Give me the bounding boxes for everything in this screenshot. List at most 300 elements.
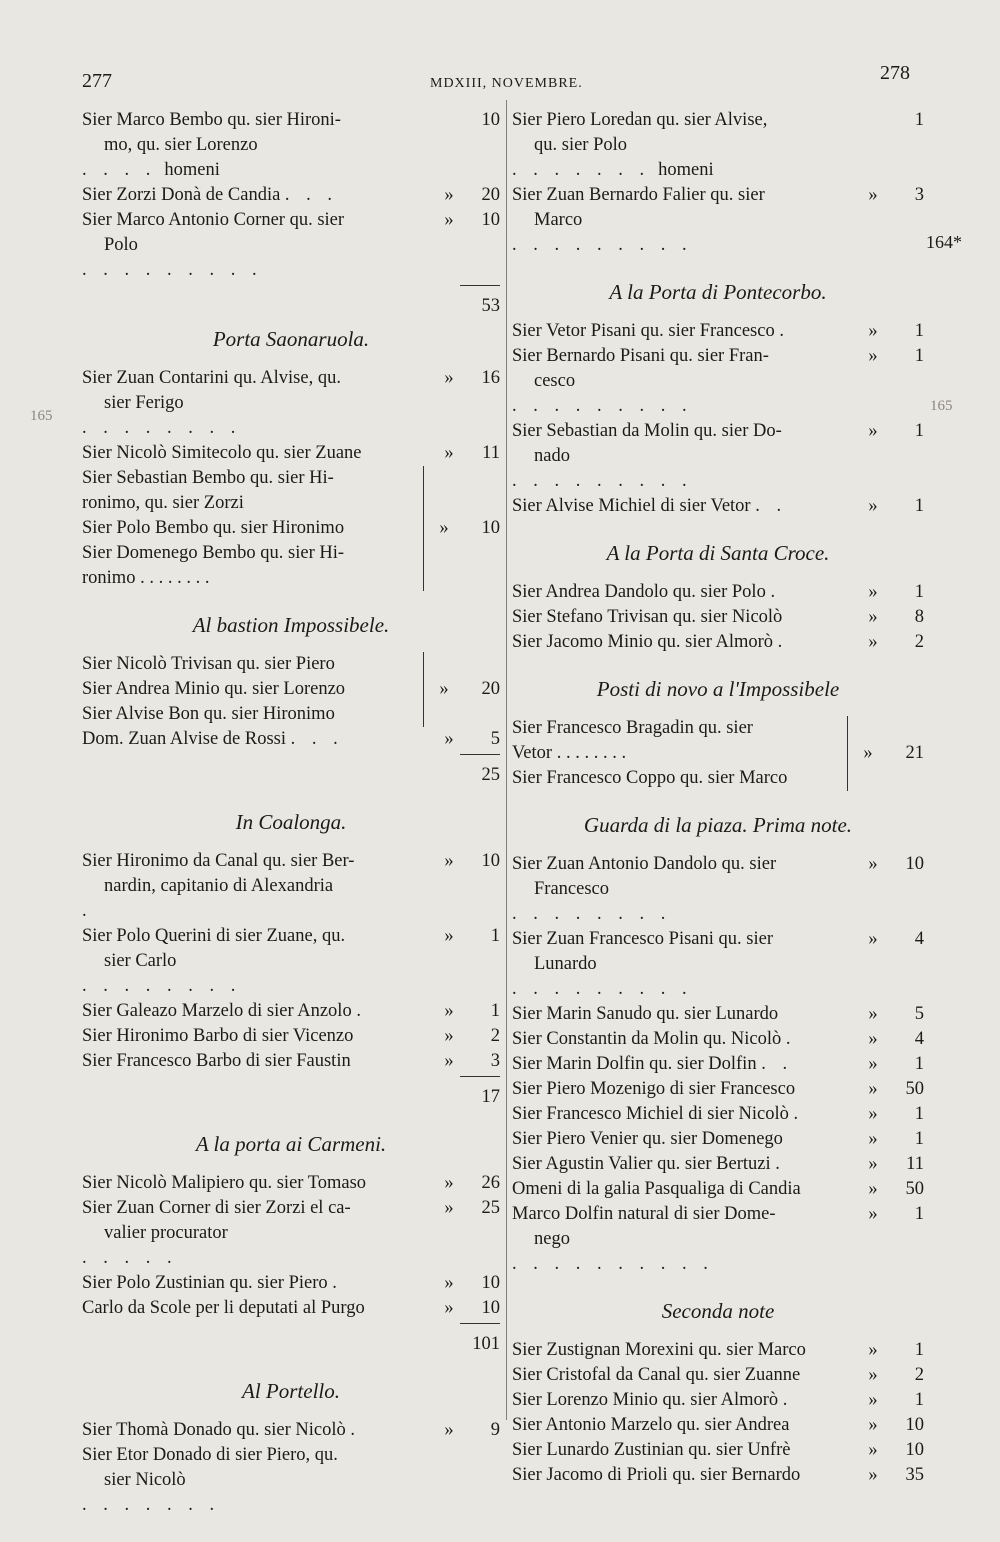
entry-line: Sier Jacomo Minio qu. sier Almorò	[512, 632, 774, 652]
entry-text	[512, 319, 858, 344]
entry-text	[82, 1049, 434, 1074]
running-head: MDXIII, NOVEMBRE.	[430, 76, 583, 91]
entry-line: qu. sier Polo	[534, 135, 628, 155]
entry-text	[512, 183, 858, 258]
entry-row	[512, 630, 924, 655]
group-line: Sier Andrea Minio qu. sier Lorenzo	[82, 679, 346, 699]
leader-dots: .	[777, 632, 789, 652]
section-title: A la Porta di Santa Croce.	[606, 541, 830, 565]
count-value: 10	[481, 110, 500, 130]
leader-dots: . . .	[290, 729, 344, 749]
count-value: 16	[481, 368, 500, 388]
ditto-mark: »	[444, 926, 454, 946]
entry-line: Omeni di la galia Pasqualiga di Candia	[512, 1179, 801, 1199]
ditto-mark: »	[868, 1204, 878, 1224]
count-value: 2	[914, 632, 924, 652]
spacer	[82, 1357, 500, 1371]
ditto-mark: »	[444, 1198, 454, 1218]
entry-row	[512, 1363, 924, 1388]
count-value: 50	[905, 1079, 924, 1099]
entry-row	[82, 999, 500, 1024]
count-value: 1	[914, 496, 924, 516]
leader-dots: . .	[761, 1054, 794, 1074]
brace-group	[82, 652, 500, 727]
entry-line: Sier Polo Zustinian qu. sier Piero	[82, 1273, 328, 1293]
leader-dots: . . . . . . . .	[512, 904, 672, 924]
entry-text	[82, 1171, 434, 1196]
entry-line: Sier Hironimo da Canal qu. sier Ber-	[82, 851, 355, 871]
entry-text	[512, 1463, 858, 1488]
section-title: Seconda note	[661, 1299, 775, 1323]
ditto-mark: »	[868, 346, 878, 366]
entry-text	[512, 1127, 858, 1152]
entry-line: nardin, capitanio di Alexandria	[104, 876, 334, 896]
entry-row	[512, 1002, 924, 1027]
leader-dots: .	[350, 1420, 362, 1440]
entry-line: Sier Zorzi Donà de Candia	[82, 185, 281, 205]
entry-line: nado	[534, 446, 570, 466]
entry-line: Sier Andrea Dandolo qu. sier Polo	[512, 582, 766, 602]
ditto-mark: »	[444, 368, 454, 388]
entry-text	[82, 924, 434, 999]
entry-line: Sier Zuan Francesco Pisani qu. sier	[512, 929, 773, 949]
group-lines	[82, 652, 424, 727]
count-value: 10	[905, 854, 924, 874]
entry-text	[512, 108, 858, 183]
entry-text	[82, 366, 434, 441]
entry-line: Sier Lunardo Zustinian qu. sier Unfrè	[512, 1440, 791, 1460]
ditto-mark: »	[444, 851, 454, 871]
count-value: 1	[914, 1129, 924, 1149]
spacer	[82, 591, 500, 605]
count-value	[464, 1443, 500, 1518]
ditto-mark: »	[444, 185, 454, 205]
section-title: Al Portello.	[242, 1379, 340, 1403]
total-value: 53	[460, 285, 500, 319]
leader-dots: .	[775, 1154, 786, 1174]
entry-row	[512, 494, 924, 519]
entry-text	[512, 494, 858, 519]
ditto-mark: »	[444, 443, 454, 463]
entry-line: Sier Francesco Barbo di sier Faustin	[82, 1051, 351, 1071]
ditto-mark: »	[868, 1340, 878, 1360]
left-column	[82, 108, 500, 1532]
leader-dots: . . . . . . . . .	[512, 979, 693, 999]
count-value: 5	[490, 729, 500, 749]
brace-group	[82, 466, 500, 591]
count-value: 5	[914, 1004, 924, 1024]
count-value: 1	[914, 1340, 924, 1360]
section-total	[82, 754, 500, 788]
entry-text	[512, 1388, 858, 1413]
ditto-mark: »	[868, 607, 878, 627]
group-line: Sier Francesco Coppo qu. sier Marco	[512, 768, 788, 788]
ditto-mark: »	[868, 1054, 878, 1074]
count-value: 35	[905, 1465, 924, 1485]
entry-line: Sier Sebastian da Molin qu. sier Do-	[512, 421, 782, 441]
count-value: 8	[914, 607, 924, 627]
section	[82, 1379, 500, 1518]
entry-line: Carlo da Scole per li deputati al Purgo	[82, 1298, 365, 1318]
total-value: 101	[460, 1323, 500, 1357]
group-line: ronimo, qu. sier Zorzi	[82, 493, 244, 513]
leader-dots: . . . . . . . . .	[512, 396, 693, 416]
spacer	[512, 655, 924, 669]
entry-text	[512, 1002, 858, 1027]
entry-line: Sier Marin Dolfin qu. sier Dolfin	[512, 1054, 757, 1074]
leader-dots: .	[356, 1001, 367, 1021]
total-value: 25	[460, 754, 500, 788]
entry-text	[512, 580, 858, 605]
entry-row	[512, 1413, 924, 1438]
entry-text	[512, 1077, 858, 1102]
count-value: 9	[490, 1420, 500, 1440]
entry-text	[82, 1443, 434, 1518]
entry-line: Sier Hironimo Barbo di sier Vicenzo	[82, 1026, 354, 1046]
count-value: 1	[490, 926, 500, 946]
count-value: 1	[914, 1390, 924, 1410]
entry-text	[512, 630, 858, 655]
entry-line: Sier Constantin da Molin qu. Nicolò	[512, 1029, 782, 1049]
entry-row	[512, 1102, 924, 1127]
entry-row	[82, 924, 500, 999]
section	[512, 1299, 924, 1488]
group-lines	[82, 466, 424, 591]
ditto-mark: »	[868, 496, 878, 516]
entry-text	[512, 1438, 858, 1463]
entry-line: nego	[534, 1229, 570, 1249]
count-value: 1	[914, 110, 924, 130]
count-value: 20	[481, 185, 500, 205]
leader-dots: .	[793, 1104, 805, 1124]
ditto-mark: »	[868, 321, 878, 341]
entry-row	[512, 1438, 924, 1463]
entry-row	[82, 366, 500, 441]
count-value: 1	[914, 582, 924, 602]
section	[82, 613, 500, 788]
ditto-mark	[858, 108, 888, 183]
section-title: Guarda di la piaza. Prima note.	[583, 813, 853, 837]
count-value: 3	[914, 185, 924, 205]
entry-text	[512, 1202, 858, 1277]
entry-line: Sier Lorenzo Minio qu. sier Almorò	[512, 1390, 779, 1410]
entry-row	[512, 344, 924, 419]
leader-dots: . . . . . . .	[82, 1495, 221, 1515]
entry-text	[512, 419, 858, 494]
ditto-mark: »	[444, 210, 454, 230]
entry-row	[82, 1418, 500, 1443]
ditto-mark: »	[868, 854, 878, 874]
section-title: In Coalonga.	[235, 810, 347, 834]
count-value: 2	[490, 1026, 500, 1046]
entry-text	[82, 1196, 434, 1271]
entry-line: Sier Zuan Corner di sier Zorzi el ca-	[82, 1198, 351, 1218]
entry-row	[82, 849, 500, 924]
entry-line: Sier Piero Venier qu. sier Domenego	[512, 1129, 783, 1149]
leader-dots: .	[782, 1390, 794, 1410]
ditto-mark: »	[868, 1004, 878, 1024]
ditto-mark: »	[444, 1298, 454, 1318]
entry-text	[512, 1052, 858, 1077]
entry-row	[82, 1024, 500, 1049]
count-value: 21	[905, 743, 924, 763]
ditto-mark: »	[868, 1365, 878, 1385]
spacer	[512, 1277, 924, 1291]
entry-text	[512, 1363, 858, 1388]
entry-line: Sier Zuan Antonio Dandolo qu. sier	[512, 854, 777, 874]
entry-text	[512, 1177, 858, 1202]
entry-line: Sier Zuan Contarini qu. Alvise, qu.	[82, 368, 341, 388]
section-title: Porta Saonaruola.	[212, 327, 370, 351]
count-value: 26	[481, 1173, 500, 1193]
count-value: 50	[905, 1179, 924, 1199]
ditto-mark: »	[868, 1129, 878, 1149]
entry-line: Sier Vetor Pisani qu. sier Francesco	[512, 321, 775, 341]
count-value: 4	[914, 1029, 924, 1049]
count-value: 10	[905, 1440, 924, 1460]
entry-line: Sier Agustin Valier qu. sier Bertuzi	[512, 1154, 771, 1174]
leader-dots: .	[82, 901, 93, 921]
ditto-mark: »	[868, 1154, 878, 1174]
brace-group	[512, 716, 924, 791]
count-value: 10	[481, 851, 500, 871]
entry-line: Sier Galeazo Marzelo di sier Anzolo	[82, 1001, 352, 1021]
group-line: Sier Polo Bembo qu. sier Hironimo	[82, 518, 345, 538]
leader-dots: . . . . . . .	[512, 160, 651, 180]
count-value: 3	[490, 1051, 500, 1071]
entry-text	[82, 999, 434, 1024]
entry-row	[512, 319, 924, 344]
group-right	[848, 716, 924, 791]
entry-text	[82, 208, 434, 283]
entry-text	[82, 1296, 434, 1321]
ditto-mark: »	[868, 1390, 878, 1410]
entry-line: Sier Thomà Donado qu. sier Nicolò	[82, 1420, 346, 1440]
ditto-mark: »	[868, 185, 878, 205]
count-value: 11	[482, 443, 500, 463]
entry-row	[512, 852, 924, 927]
leader-dots: . . . .	[82, 160, 157, 180]
ditto-mark: »	[868, 1179, 878, 1199]
ditto-mark: »	[868, 582, 878, 602]
entry-text	[82, 1418, 434, 1443]
entry-row	[512, 419, 924, 494]
count-value: 1	[914, 1104, 924, 1124]
count-value: 1	[914, 1054, 924, 1074]
section	[82, 327, 500, 591]
leader-dots: .	[770, 582, 782, 602]
entry-row	[512, 1027, 924, 1052]
entry-row	[512, 605, 924, 630]
entry-line: Sier Bernardo Pisani qu. sier Fran-	[512, 346, 769, 366]
entry-row	[512, 1152, 924, 1177]
ditto-mark: »	[444, 1273, 454, 1293]
spacer	[512, 519, 924, 533]
entry-line: Sier Zuan Bernardo Falier qu. sier	[512, 185, 765, 205]
ditto-mark: »	[439, 518, 449, 538]
spacer	[82, 1110, 500, 1124]
count-value: 2	[914, 1365, 924, 1385]
entry-row	[82, 1443, 500, 1518]
group-right	[424, 466, 500, 591]
entry-line: Sier Marco Antonio Corner qu. sier	[82, 210, 345, 230]
entry-line: Sier Francesco Michiel di sier Nicolò	[512, 1104, 789, 1124]
column-divider	[506, 100, 507, 1420]
ditto-mark: »	[868, 632, 878, 652]
group-line: Sier Francesco Bragadin qu. sier	[512, 718, 753, 738]
count-value: 10	[481, 1273, 500, 1293]
entry-line: Sier Stefano Trivisan qu. sier Nicolò	[512, 607, 783, 627]
count-value: 1	[490, 1001, 500, 1021]
entry-line: Sier Marin Sanudo qu. sier Lunardo	[512, 1004, 779, 1024]
entry-text	[82, 183, 434, 208]
entry-text	[82, 1024, 434, 1049]
entry-line: Sier Cristofal da Canal qu. sier Zuanne	[512, 1365, 801, 1385]
ditto-mark	[434, 108, 464, 183]
entry-line: sier Ferigo	[104, 393, 184, 413]
entry-line: Sier Alvise Michiel di sier Vetor	[512, 496, 751, 516]
leader-dots: . . .	[284, 185, 339, 205]
leader-dots: . . . . . . . .	[82, 976, 242, 996]
entry-text	[512, 605, 858, 630]
section	[82, 1132, 500, 1357]
entry-row	[512, 1388, 924, 1413]
entry-line: sier Nicolò	[104, 1470, 186, 1490]
count-value: 1	[914, 321, 924, 341]
entry-line: Sier Nicolò Malipiero qu. sier Tomaso	[82, 1173, 367, 1193]
ditto-mark: »	[444, 1420, 454, 1440]
entry-line: Lunardo	[534, 954, 597, 974]
spacer	[82, 1518, 500, 1532]
entry-row	[82, 183, 500, 208]
entry-text	[82, 441, 434, 466]
entry-line: Sier Zustignan Morexini qu. sier Marco	[512, 1340, 806, 1360]
leader-dots: . . . . . . . . .	[512, 235, 693, 255]
spacer	[512, 791, 924, 805]
entry-row	[82, 727, 500, 752]
entry-row	[512, 1127, 924, 1152]
entry-line: Sier Jacomo di Prioli qu. sier Bernardo	[512, 1465, 801, 1485]
entry-row	[512, 1077, 924, 1102]
ditto-mark: »	[444, 1173, 454, 1193]
entry-row	[82, 108, 500, 183]
leader-dots: .	[779, 321, 790, 341]
entry-line: Sier Antonio Marzelo qu. sier Andrea	[512, 1415, 790, 1435]
ditto-mark: »	[439, 679, 449, 699]
ditto-mark: »	[868, 1029, 878, 1049]
section-title: Al bastion Impossibele.	[192, 613, 390, 637]
margin-note-164: 164*	[926, 232, 962, 252]
entry-line: Sier Nicolò Simitecolo qu. sier Zuane	[82, 443, 362, 463]
count-value: 1	[914, 346, 924, 366]
ditto-mark: »	[444, 729, 454, 749]
entry-row	[82, 1296, 500, 1321]
section	[512, 280, 924, 519]
entry-text	[82, 727, 434, 752]
entry-row	[512, 1052, 924, 1077]
ditto-mark: »	[863, 743, 873, 763]
group-line: ronimo . . . . . . . .	[82, 568, 210, 588]
entry-line: Dom. Zuan Alvise de Rossi	[82, 729, 287, 749]
right-page-number: 278	[880, 62, 910, 84]
entry-line: Sier Etor Donado di sier Piero, qu.	[82, 1445, 338, 1465]
entry-row	[512, 108, 924, 183]
entry-text	[512, 1152, 858, 1177]
count-value: 20	[481, 679, 500, 699]
entry-row	[82, 1196, 500, 1271]
leader-dots: . . . . . . . . .	[512, 471, 693, 491]
ditto-mark: »	[868, 1079, 878, 1099]
leader-dots: .	[785, 1029, 797, 1049]
ditto-mark: »	[868, 1415, 878, 1435]
entry-line: Marco	[534, 210, 583, 230]
section-title: A la Porta di Pontecorbo.	[609, 280, 827, 304]
entry-row	[512, 1177, 924, 1202]
count-value: 25	[481, 1198, 500, 1218]
section-total	[82, 285, 500, 319]
count-value: 1	[914, 421, 924, 441]
section	[512, 677, 924, 791]
entry-line: Sier Piero Loredan qu. sier Alvise,	[512, 110, 768, 130]
entry-line: Marco Dolfin natural di sier Dome-	[512, 1204, 776, 1224]
entry-text	[82, 849, 434, 924]
entry-line: mo, qu. sier Lorenzo	[104, 135, 258, 155]
ditto-mark: »	[444, 1001, 454, 1021]
leader-dots: . . . . . . . .	[82, 418, 242, 438]
spacer	[512, 258, 924, 272]
entry-text	[512, 1027, 858, 1052]
leader-dots: . .	[755, 496, 788, 516]
entry-text	[512, 344, 858, 419]
entry-row	[82, 1049, 500, 1074]
section-total	[82, 1323, 500, 1357]
ditto-mark	[434, 1443, 464, 1518]
group-lines	[512, 716, 848, 791]
section	[512, 813, 924, 1277]
spacer	[512, 1488, 924, 1502]
count-value: 10	[481, 1298, 500, 1318]
entry-row	[512, 1202, 924, 1277]
left-page-number: 277	[82, 70, 112, 92]
margin-note-faint-left: 165	[30, 408, 53, 424]
entry-row	[82, 1271, 500, 1296]
entry-text	[512, 1338, 858, 1363]
ditto-mark: »	[444, 1051, 454, 1071]
section	[512, 541, 924, 655]
entry-row	[512, 1463, 924, 1488]
entry-line: Sier Piero Mozenigo di sier Francesco	[512, 1079, 796, 1099]
count-value: 4	[914, 929, 924, 949]
spacer	[82, 788, 500, 802]
leader-dots: .	[332, 1273, 343, 1293]
leader-dots: . . . . . . . . .	[82, 260, 263, 280]
entry-text	[82, 108, 434, 183]
entry-line: Sier Polo Querini di sier Zuane, qu.	[82, 926, 346, 946]
count-value: 10	[905, 1415, 924, 1435]
entry-row	[512, 183, 924, 258]
group-line: Sier Domenego Bembo qu. sier Hi-	[82, 543, 345, 563]
leader-dots: . . . . . . . . . .	[512, 1254, 714, 1274]
count-value: 11	[906, 1154, 924, 1174]
section	[82, 810, 500, 1110]
entry-line: valier procurator	[104, 1223, 228, 1243]
total-value: 17	[460, 1076, 500, 1110]
group-right	[424, 652, 500, 727]
entry-row	[512, 580, 924, 605]
entry-text	[82, 1271, 434, 1296]
entry-row	[82, 1171, 500, 1196]
entry-line: Polo	[104, 235, 138, 255]
